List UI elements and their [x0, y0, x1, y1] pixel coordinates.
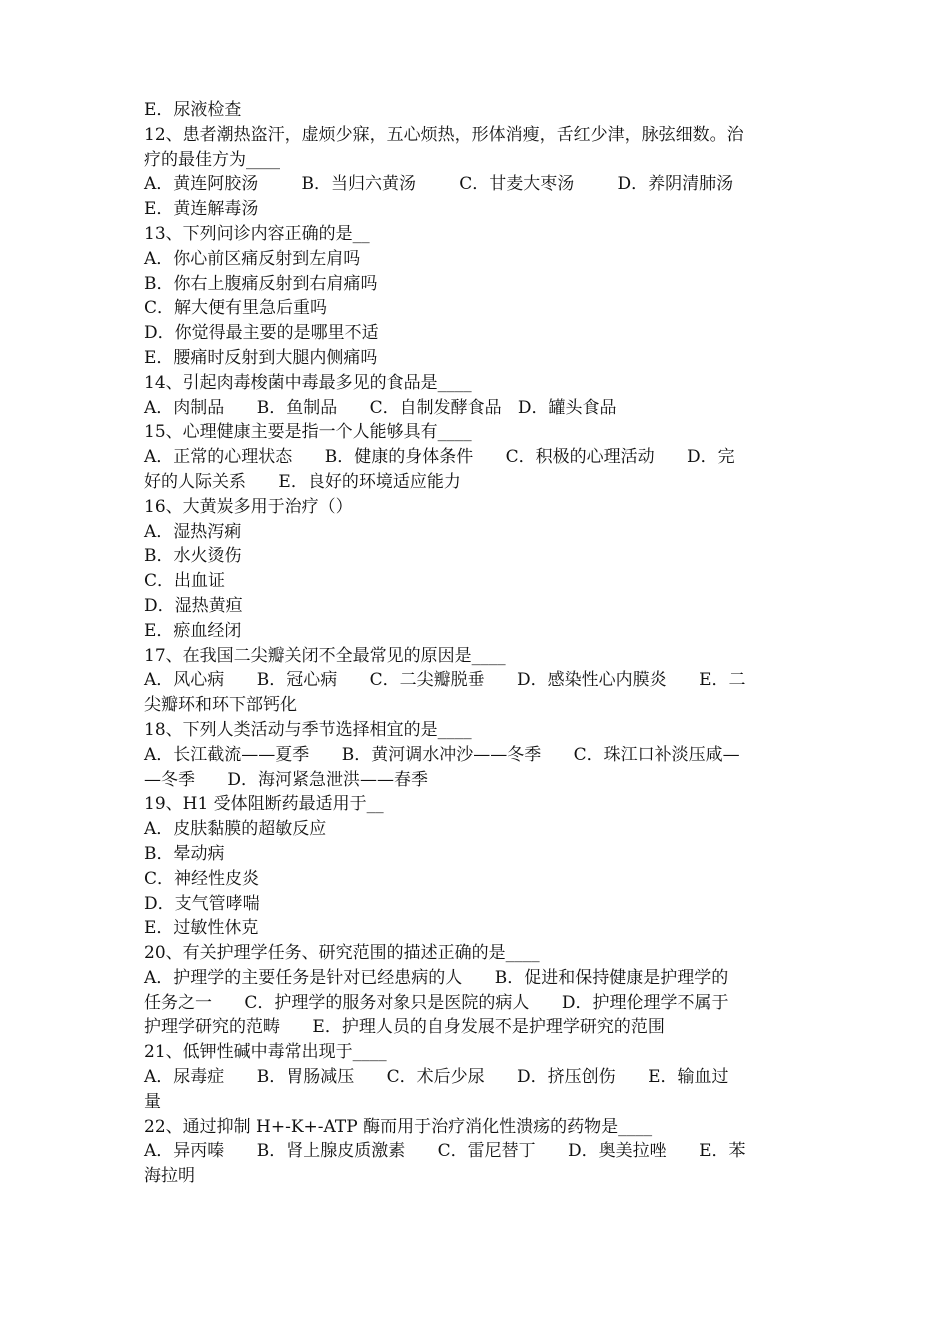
question-20-stem: 20、有关护理学任务、研究范围的描述正确的是____: [144, 943, 540, 964]
text-line: 量: [144, 1091, 161, 1112]
question-18-options: A．长江截流——夏季 B．黄河调水冲沙——冬季 C．珠江口补淡压咸—: [144, 744, 740, 765]
question-15-stem: 15、心理健康主要是指一个人能够具有____: [144, 422, 472, 443]
question-22-options: A．异丙嗪 B．肾上腺皮质激素 C．雷尼替丁 D．奥美拉唑 E．苯: [144, 1141, 746, 1162]
option-line: A．你心前区痛反射到左肩吗: [144, 248, 361, 269]
text-line: 海拉明: [144, 1166, 195, 1187]
question-19-stem: 19、H1 受体阻断药最适用于__: [144, 794, 384, 815]
option-line: E．过敏性休克: [144, 918, 259, 939]
question-16-stem: 16、大黄炭多用于治疗（）: [144, 496, 353, 517]
text-line: E．尿液检查: [144, 100, 242, 120]
text-line: 疗的最佳方为____: [144, 149, 280, 170]
text-line: 护理学研究的范畴 E．护理人员的自身发展不是护理学研究的范围: [144, 1017, 665, 1038]
text-line: 尖瓣环和环下部钙化: [144, 695, 297, 716]
text-line: E．黄连解毒汤: [144, 199, 259, 220]
question-21-stem: 21、低钾性碱中毒常出现于____: [144, 1042, 387, 1063]
option-line: E．腰痛时反射到大腿内侧痛吗: [144, 347, 378, 368]
question-12-stem: 12、患者潮热盗汗，虚烦少寐，五心烦热，形体消瘦，舌红少津，脉弦细数。治: [144, 124, 744, 145]
option-line: D．湿热黄疸: [144, 595, 243, 616]
text-line: 任务之一 C．护理学的服务对象只是医院的病人 D．护理伦理学不属于: [144, 992, 729, 1013]
question-13-stem: 13、下列问诊内容正确的是__: [144, 223, 370, 244]
option-line: C．出血证: [144, 571, 226, 592]
question-21-options: A．尿毒症 B．胃肠减压 C．术后少尿 D．挤压创伤 E．输血过: [144, 1067, 729, 1088]
option-line: B．水火烫伤: [144, 546, 242, 567]
text-line: 好的人际关系 E．良好的环境适应能力: [144, 471, 461, 492]
text-line: —冬季 D．海河紧急泄洪——春季: [144, 769, 429, 790]
question-17-stem: 17、在我国二尖瓣关闭不全最常见的原因是____: [144, 645, 506, 666]
option-line: B．晕动病: [144, 843, 225, 864]
document-page: [144, 98, 816, 1189]
question-20-options: A．护理学的主要任务是针对已经患病的人 B．促进和保持健康是护理学的: [144, 967, 729, 988]
question-17-options: A．风心病 B．冠心病 C．二尖瓣脱垂 D．感染性心内膜炎 E．二: [144, 670, 746, 691]
option-line: C．神经性皮炎: [144, 868, 260, 889]
question-14-options: A．肉制品 B．鱼制品 C．自制发酵食品 D．罐头食品: [144, 397, 617, 418]
option-line: A．皮肤黏膜的超敏反应: [144, 819, 327, 840]
option-line: D．你觉得最主要的是哪里不适: [144, 323, 379, 344]
option-line: D．支气管哮喘: [144, 893, 260, 914]
question-14-stem: 14、引起肉毒梭菌中毒最多见的食品是____: [144, 372, 472, 393]
option-line: B．你右上腹痛反射到右肩痛吗: [144, 273, 378, 294]
question-18-stem: 18、下列人类活动与季节选择相宜的是____: [144, 719, 472, 740]
question-12-options: A．黄连阿胶汤 B．当归六黄汤 C．甘麦大枣汤 D．养阴清肺汤: [144, 174, 734, 195]
option-line: E．瘀血经闭: [144, 620, 242, 641]
question-15-options: A．正常的心理状态 B．健康的身体条件 C．积极的心理活动 D．完: [144, 447, 735, 468]
question-22-stem: 22、通过抑制 H+-K+-ATP 酶而用于治疗消化性溃疡的药物是____: [144, 1116, 653, 1137]
option-line: A．湿热泻痢: [144, 521, 242, 542]
option-line: C．解大便有里急后重吗: [144, 298, 328, 319]
